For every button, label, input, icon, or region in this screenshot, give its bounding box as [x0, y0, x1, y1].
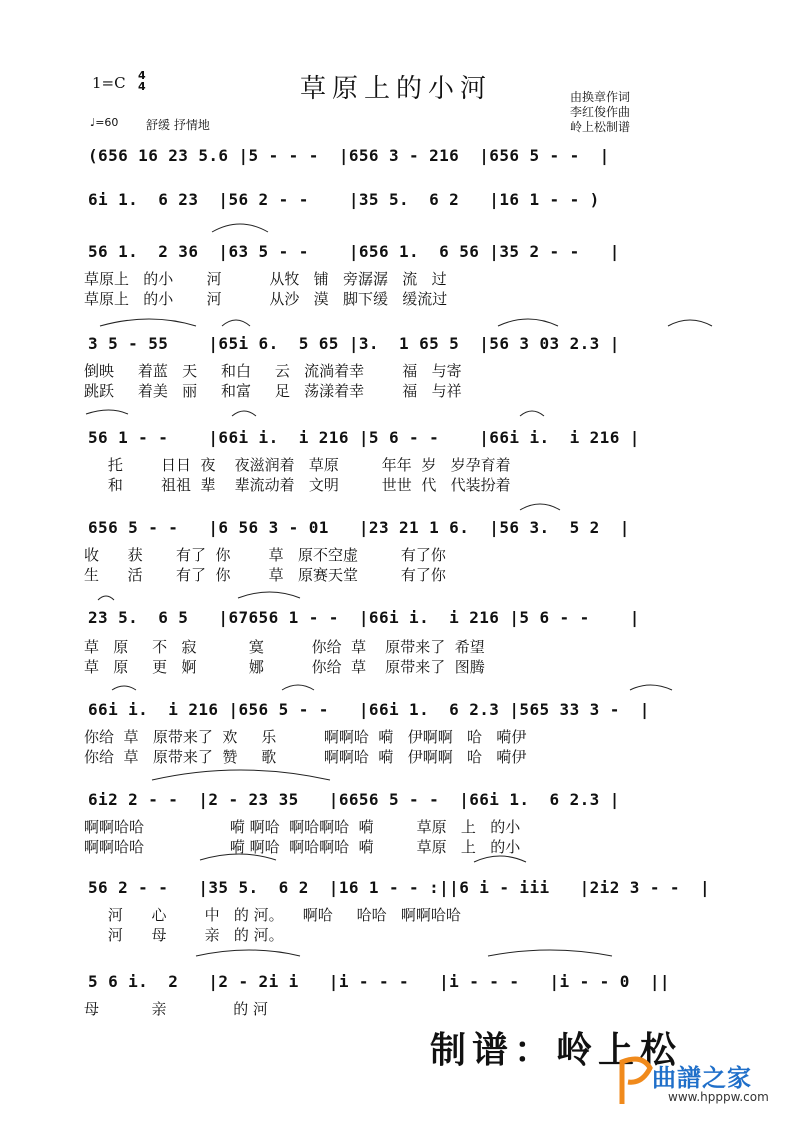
lyrics-verse-2: 啊啊哈哈 嗬 啊哈 啊哈啊哈 嗬 草原 上 的小 — [84, 838, 521, 856]
lyrics-verse-1: 母 亲 的 河 — [84, 1000, 268, 1018]
notation-line: 56 1. 2 36 |63 5 - - |656 1. 6 56 |35 2 - - | — [88, 242, 620, 261]
lyrics-verse-2: 生 活 有了 你 草 原赛天堂 有了你 — [84, 566, 446, 584]
lyrics-verse-1: 你给 草 原带来了 欢 乐 啊啊哈 嗬 伊啊啊 哈 嗬伊 — [84, 728, 527, 746]
lyrics-verse-1: 草 原 不 寂 寞 你给 草 原带来了 希望 — [84, 638, 485, 656]
notation-line: 56 2 - - |35 5. 6 2 |16 1 - - :||6 i - iii |2i2 3 - - | — [88, 878, 711, 897]
notation-line: 5 6 i. 2 |2 - 2i i |i - - - |i - - - |i - - 0 || — [88, 972, 670, 991]
key-signature: 1=C — [92, 74, 126, 92]
notation-line: 6i 1. 6 23 |56 2 - - |35 5. 6 2 |16 1 - - ) — [88, 190, 620, 209]
song-title: 草原上的小河 — [299, 74, 492, 104]
notation-line: 3 5 - 55 |65i 6. 5 65 |3. 1 65 5 |56 3 03 2.3 | — [88, 334, 620, 353]
notation-line: 56 1 - - |66i i. i 216 |5 6 - - |66i i. i 216 | — [88, 428, 640, 447]
lyrics-verse-2: 河 母 亲 的 河。 — [84, 926, 284, 944]
engraver-signature: 制谱：岭上松 — [430, 1029, 683, 1071]
notation-line: 6i2 2 - - |2 - 23 35 |6656 5 - - |66i 1. 6 2.3 | — [88, 790, 620, 809]
lyrics-verse-1: 托 日日 夜 夜滋润着 草原 年年 岁 岁孕育着 — [84, 456, 511, 474]
notation-line: 66i i. i 216 |656 5 - - |66i 1. 6 2.3 |565 33 3 - | — [88, 700, 650, 719]
lyricist: 由换章作词 — [570, 90, 631, 104]
lyrics-verse-2: 草 原 更 婀 娜 你给 草 原带来了 图腾 — [84, 658, 485, 676]
expression-marking: 舒缓 抒情地 — [146, 118, 210, 132]
notation-line: 656 5 - - |6 56 3 - 01 |23 21 1 6. |56 3. 5 2 | — [88, 518, 630, 537]
lyrics-verse-1: 倒映 着蓝 天 和白 云 流淌着幸 福 与寄 — [84, 362, 462, 380]
lyrics-verse-1: 啊啊哈哈 嗬 啊哈 啊哈啊哈 嗬 草原 上 的小 — [84, 818, 521, 836]
engraver: 岭上松制谱 — [570, 120, 631, 134]
logo-text: 曲譜之家 — [652, 1064, 752, 1092]
meter-bottom: 4 — [138, 80, 146, 93]
lyrics-verse-2: 你给 草 原带来了 赞 歌 啊啊哈 嗬 伊啊啊 哈 嗬伊 — [84, 748, 527, 766]
notation-line: 23 5. 6 5 |67656 1 - - |66i i. i 216 |5 6 - - | — [88, 608, 640, 627]
logo-url: www.hpppw.com — [668, 1090, 769, 1104]
meter-top: 4 — [138, 69, 146, 82]
tempo-marking: ♩=60 — [90, 116, 119, 129]
lyrics-verse-2: 草原上 的小 河 从沙 漠 脚下缓 缓流过 — [84, 290, 448, 308]
logo-emblem-icon — [612, 1052, 656, 1112]
lyrics-verse-1: 河 心 中 的 河。 啊哈 哈哈 啊啊哈哈 — [84, 906, 461, 924]
notation-line: (656 16 23 5.6 |5 - - - |656 3 - 216 |656 5 - - | — [88, 146, 610, 165]
lyrics-verse-2: 跳跃 着美 丽 和富 足 荡漾着幸 福 与祥 — [84, 382, 462, 400]
lyrics-verse-1: 收 获 有了 你 草 原不空虚 有了你 — [84, 546, 446, 564]
site-logo — [612, 1052, 782, 1112]
lyrics-verse-2: 和 祖祖 辈 辈流动着 文明 世世 代 代装扮着 — [84, 476, 511, 494]
composer: 李红俊作曲 — [570, 105, 631, 119]
lyrics-verse-1: 草原上 的小 河 从牧 铺 旁潺潺 流 过 — [84, 270, 447, 288]
